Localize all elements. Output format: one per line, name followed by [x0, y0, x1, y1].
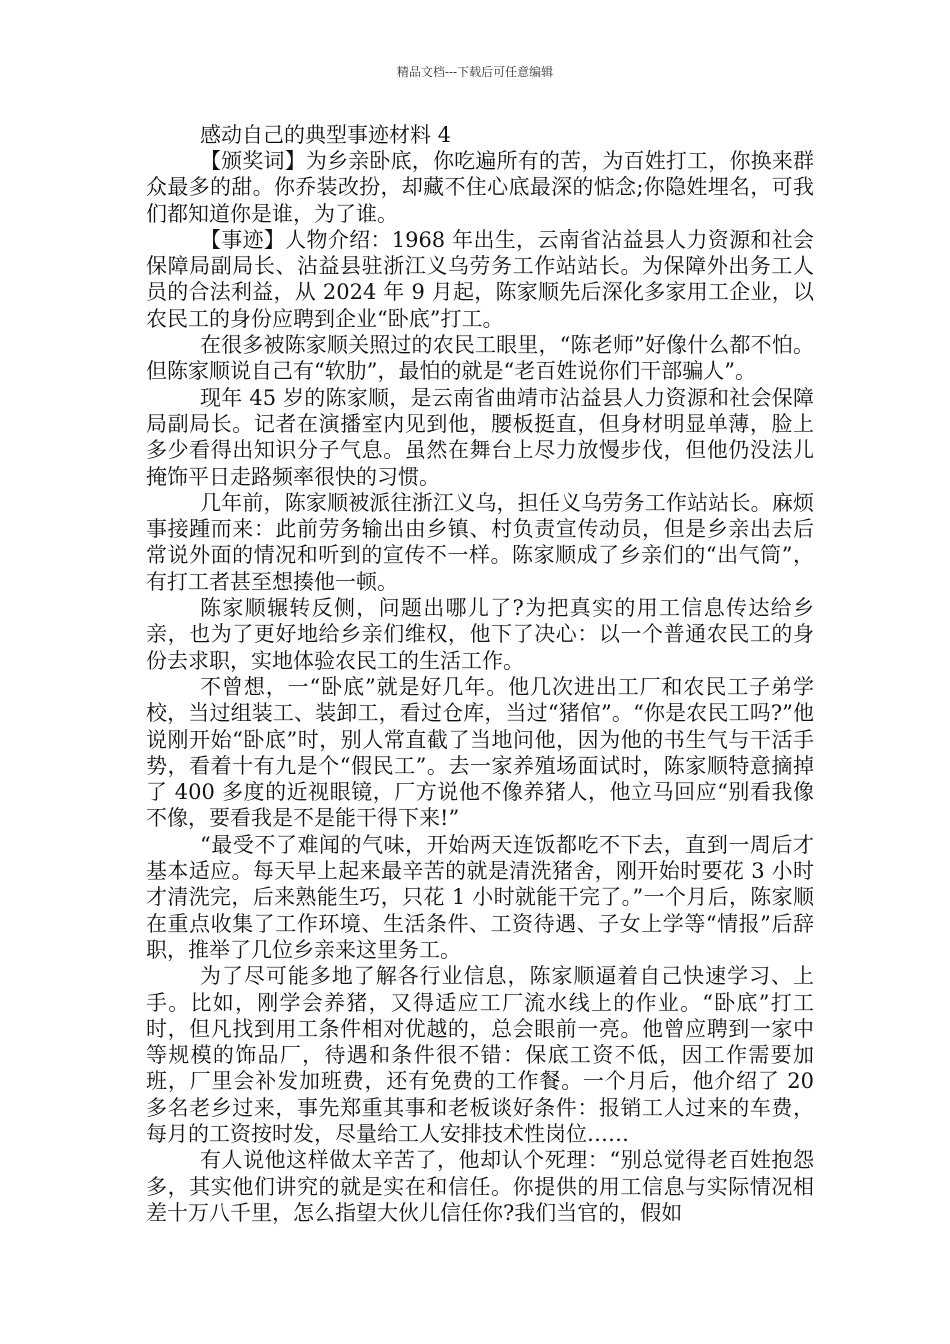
- page-header: 精品文档---下载后可任意编辑: [396, 65, 554, 79]
- body-paragraph: 在很多被陈家顺关照过的农民工眼里，“陈老师”好像什么都不怕。但陈家顺说自己有“软肋”，最怕的就是“老百姓说你们干部骗人”。: [146, 333, 814, 384]
- body-paragraph: 几年前，陈家顺被派往浙江义乌，担任义乌劳务工作站站长。麻烦事接踵而来：此前劳务输出由乡镇、村负责宣传动员，但是乡亲出去后常说外面的情况和听到的宣传不一样。陈家顺成了乡亲们的“出气筒”，有打工者甚至想揍他一顿。: [146, 490, 814, 594]
- body-paragraph: “最受不了难闻的气味，开始两天连饭都吃不下去，直到一周后才基本适应。每天早上起来最辛苦的就是清洗猪舍，刚开始时要花 3 小时才清洗完，后来熟能生巧，只花 1 小时就能干完了。”一个月后，陈家顺在重点收集了工作环境、生活条件、工资待遇、子女上学等“情报”后辞职，推举了几位乡亲来这里务工。: [146, 832, 814, 962]
- body-paragraph: 有人说他这样做太辛苦了，他却认个死理：“别总觉得老百姓抱怨多，其实他们讲究的就是实在和信任。你提供的用工信息与实际情况相差十万八千里，怎么指望大伙儿信任你?我们当官的，假如: [146, 1148, 814, 1225]
- document-title: 感动自己的典型事迹材料 4: [200, 123, 452, 147]
- award-citation-paragraph: 【颁奖词】为乡亲卧底，你吃遍所有的苦，为百姓打工，你换来群众最多的甜。你乔装改扮，却藏不住心底最深的惦念;你隐姓埋名，可我们都知道你是谁，为了谁。: [146, 149, 814, 226]
- body-paragraph: 陈家顺辗转反侧，问题出哪儿了?为把真实的用工信息传达给乡亲，也为了更好地给乡亲们维权，他下了决心：以一个普通农民工的身份去求职，实地体验农民工的生活工作。: [146, 596, 814, 673]
- body-paragraph: 不曾想，一“卧底”就是好几年。他几次进出工厂和农民工子弟学校，当过组装工、装卸工，看过仓库，当过“猪倌”。“你是农民工吗?”他说刚开始“卧底”时，别人常直截了当地问他，因为他的书生气与干活手势，看着十有九是个“假民工”。去一家养殖场面试时，陈家顺特意摘掉了 400 多度的近视眼镜，厂方说他不像养猪人，他立马回应“别看我像不像，要看我是不是能干得下来!”: [146, 674, 814, 831]
- deeds-introduction-paragraph: 【事迹】人物介绍：1968 年出生，云南省沾益县人力资源和社会保障局副局长、沾益县驻浙江义乌劳务工作站站长。为保障外出务工人员的合法利益，从 2024 年 9 月起，陈家顺先后深化多家用工企业，以农民工的身份应聘到企业“卧底”打工。: [146, 227, 814, 331]
- document-body: [146, 122, 814, 1226]
- body-paragraph: 为了尽可能多地了解各行业信息，陈家顺逼着自己快速学习、上手。比如，刚学会养猪，又得适应工厂流水线上的作业。“卧底”打工时，但凡找到用工条件相对优越的，总会眼前一亮。他曾应聘到一家中等规模的饰品厂，待遇和条件很不错：保底工资不低，因工作需要加班，厂里会补发加班费，还有免费的工作餐。一个月后，他介绍了 20 多名老乡过来，事先郑重其事和老板谈好条件：报销工人过来的车费，每月的工资按时发，尽量给工人安排技术性岗位……: [146, 964, 814, 1146]
- body-paragraph: 现年 45 岁的陈家顺，是云南省曲靖市沾益县人力资源和社会保障局副局长。记者在演播室内见到他，腰板挺直，但身材明显单薄，脸上多少看得出知识分子气息。虽然在舞台上尽力放慢步伐，但他仍没法儿掩饰平日走路频率很快的习惯。: [146, 385, 814, 489]
